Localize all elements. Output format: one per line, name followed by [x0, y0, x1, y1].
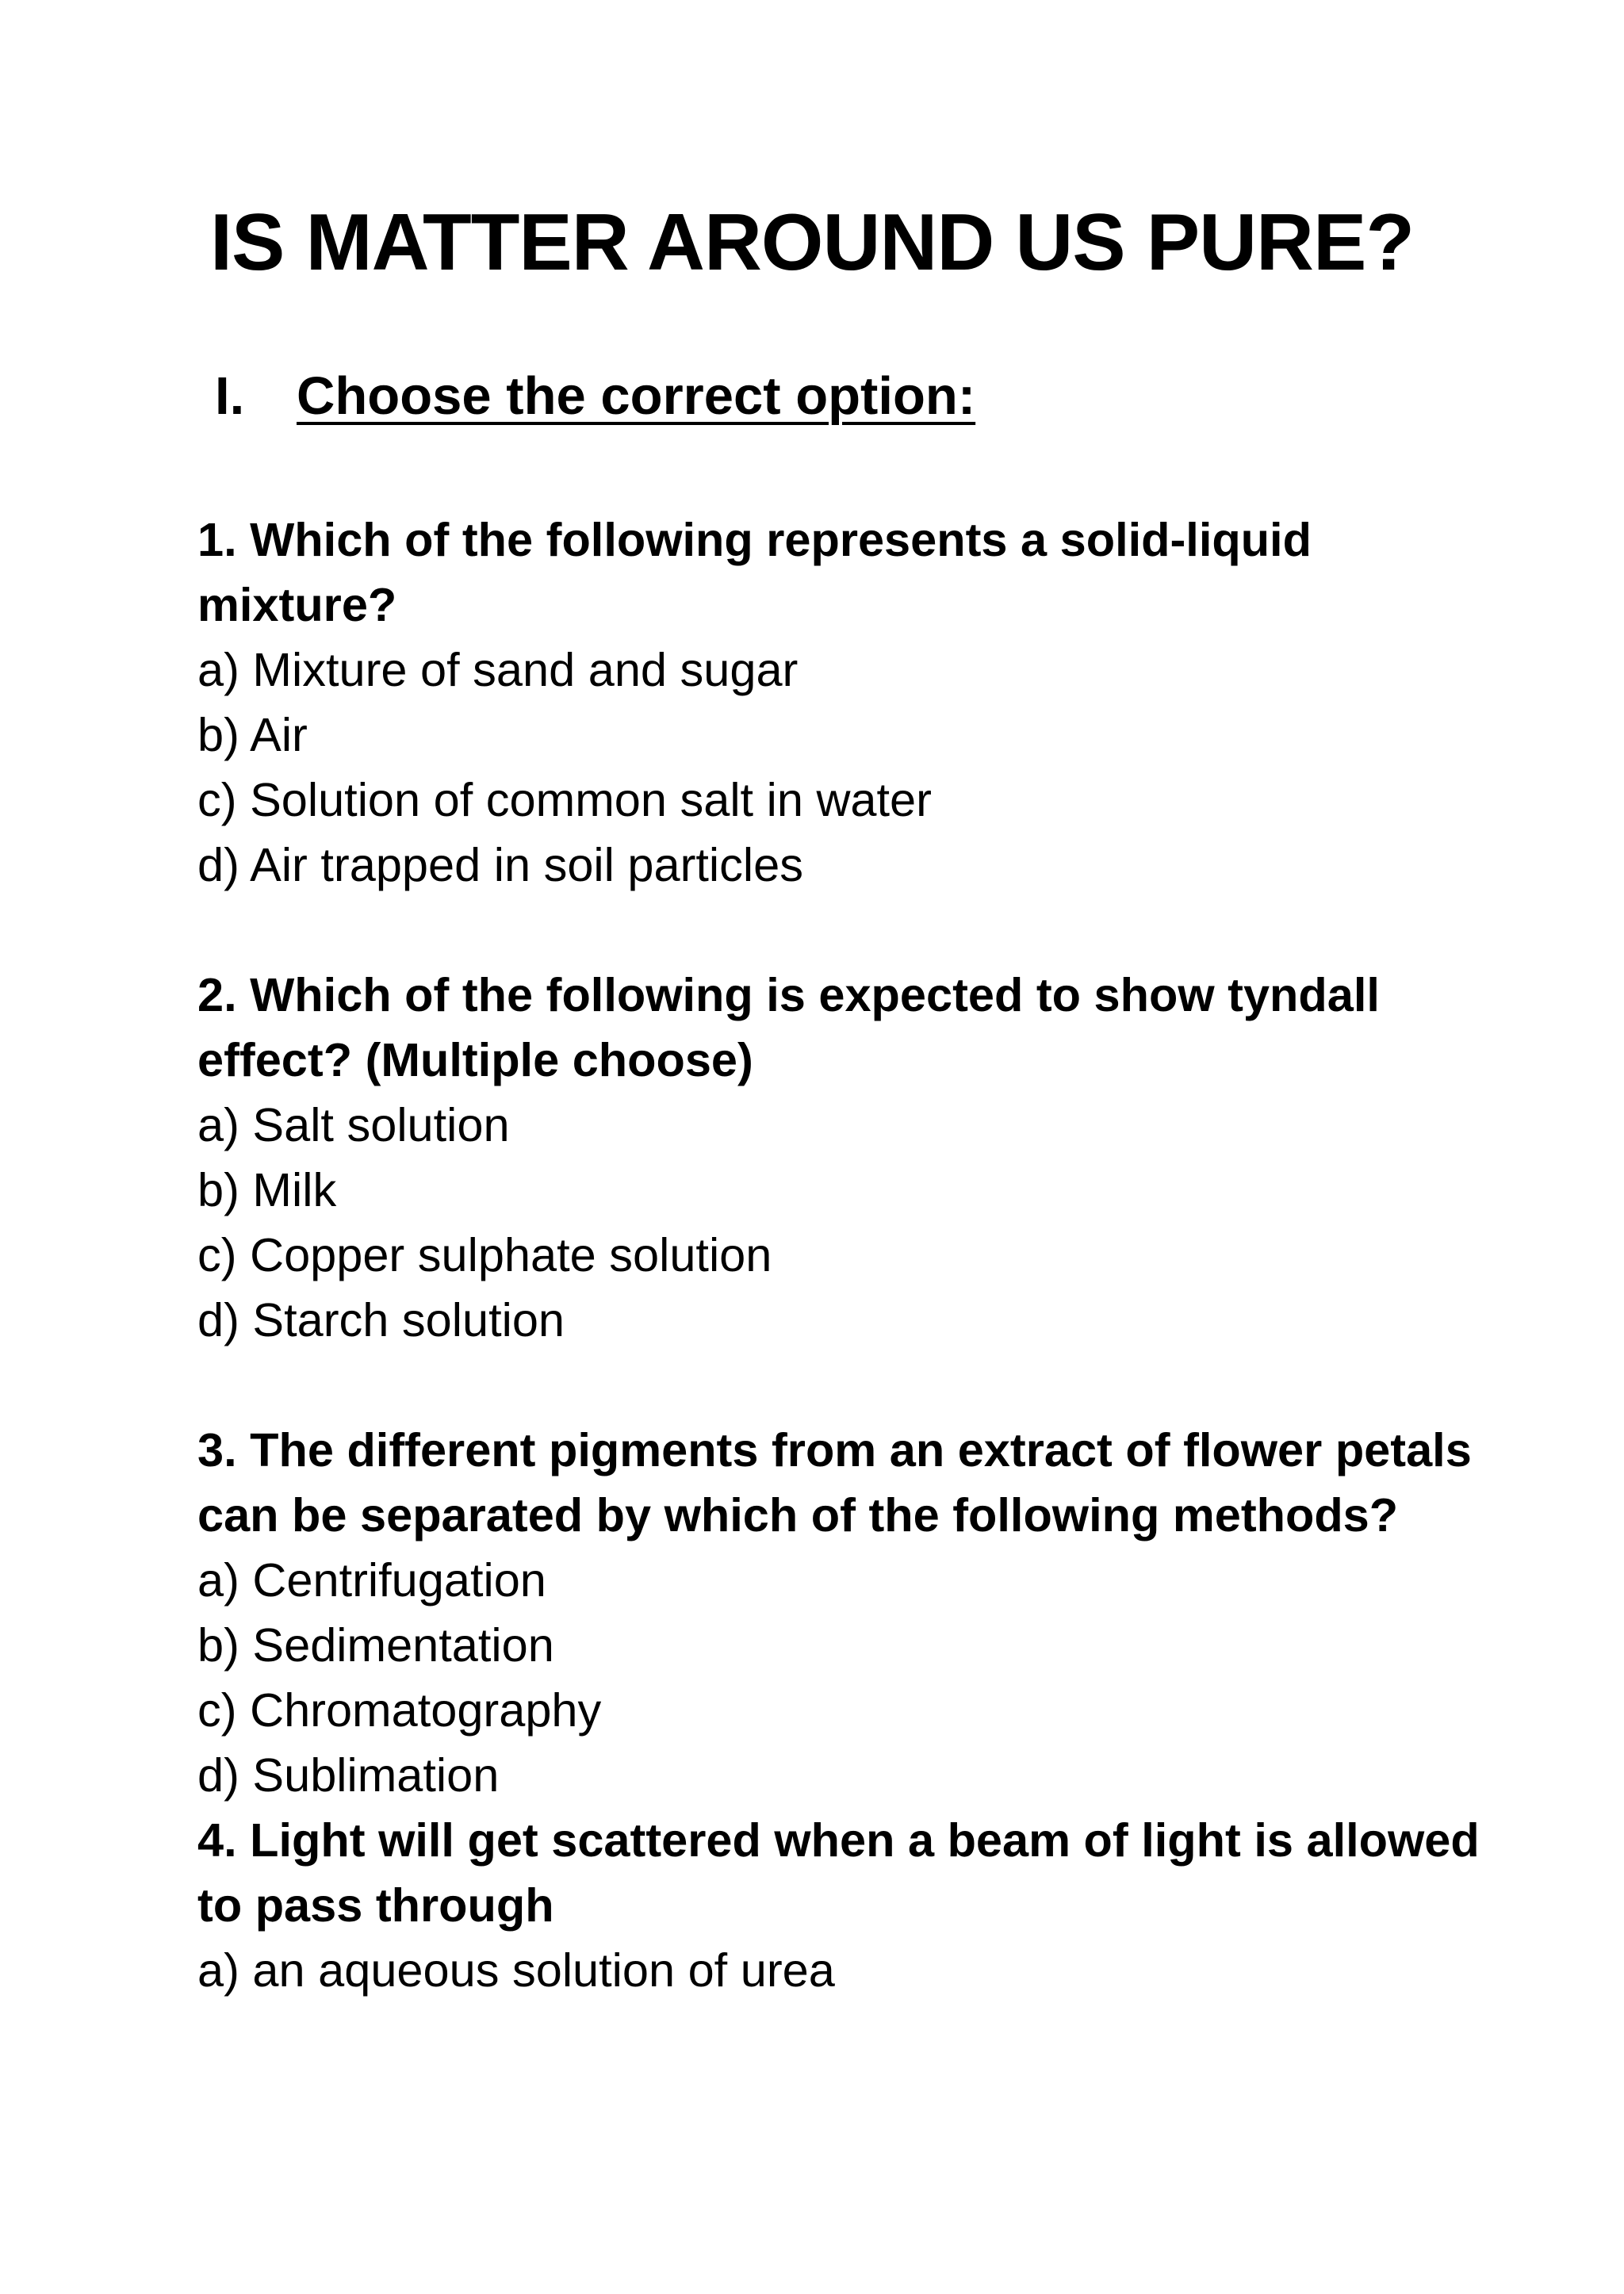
question-text: 3. The different pigments from an extract of flower petals can be separated by which of the following methods?: [197, 1423, 1472, 1541]
option-d: d) Sublimation: [197, 1748, 500, 1802]
option-a: a) Mixture of sand and sugar: [197, 643, 799, 696]
option-b: b) Milk: [197, 1163, 337, 1216]
question-list: [197, 507, 1482, 2003]
question-3: [197, 1418, 1482, 1808]
option-b: b) Air: [197, 708, 308, 761]
option-c: c) Copper sulphate solution: [197, 1228, 772, 1281]
option-list: [197, 1093, 1482, 1353]
section-heading: [215, 365, 975, 428]
option-a: a) Centrifugation: [197, 1553, 546, 1607]
question-4: [197, 1808, 1482, 2003]
question-text: 1. Which of the following represents a solid-liquid mixture?: [197, 513, 1312, 631]
option-list: [197, 1548, 1482, 1808]
option-d: d) Starch solution: [197, 1293, 565, 1346]
question-2: [197, 963, 1482, 1353]
question-text: 4. Light will get scattered when a beam of light is allowed to pass through: [197, 1813, 1480, 1932]
option-c: c) Chromatography: [197, 1683, 602, 1737]
option-list: [197, 638, 1482, 898]
option-b: b) Sedimentation: [197, 1618, 554, 1672]
option-c: c) Solution of common salt in water: [197, 773, 932, 826]
option-d: d) Air trapped in soil particles: [197, 838, 803, 891]
question-1: [197, 507, 1482, 898]
question-text: 2. Which of the following is expected to show tyndall effect? (Multiple choose): [197, 968, 1380, 1086]
section-title: Choose the correct option:: [297, 366, 976, 426]
option-a: a) Salt solution: [197, 1098, 510, 1151]
section-numeral: I.: [215, 366, 245, 426]
page-title: IS MATTER AROUND US PURE?: [209, 198, 1415, 287]
option-list: [197, 1938, 1482, 2003]
option-a: a) an aqueous solution of urea: [197, 1944, 835, 1997]
